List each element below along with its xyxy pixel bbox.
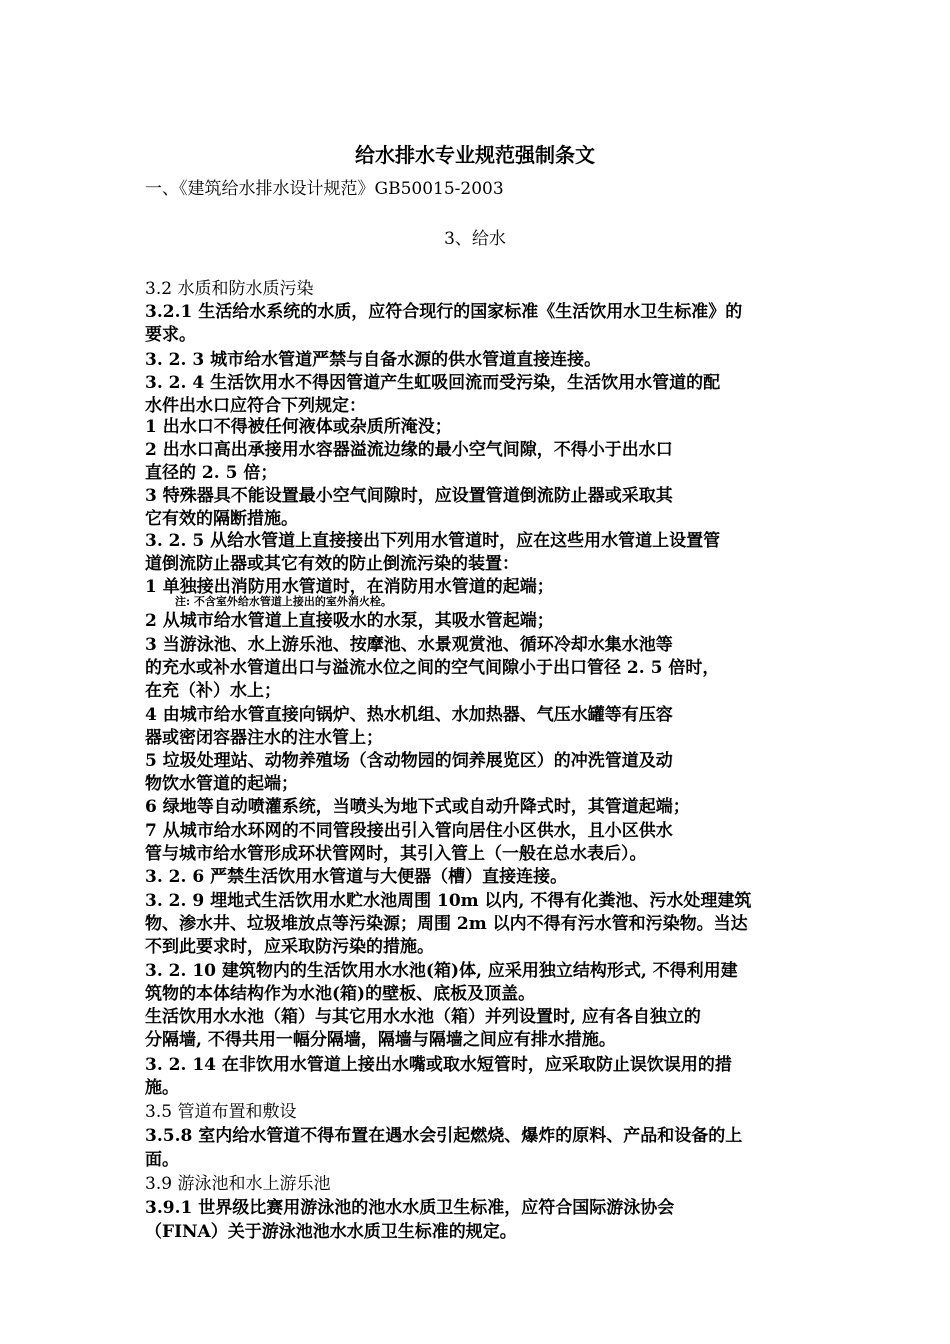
subsection-heading: 3.9 游泳池和水上游乐池	[145, 1174, 331, 1194]
clause-text: 物、渗水井、垃圾堆放点等污染源；周围 2m 以内不得有污水管和污染物。当达	[145, 914, 748, 934]
clause-item: 5 垃圾处理站、动物养殖场（含动物园的饲养展览区）的冲洗管道及动	[145, 751, 673, 771]
clause-item: 6 绿地等自动喷灌系统，当喷头为地下式或自动升降式时，其管道起端；	[145, 797, 690, 817]
clause-text: 器或密闭容器注水的注水管上；	[145, 728, 383, 748]
clause-text: 3. 2. 5 从给水管道上直接接出下列用水管道时，应在这些用水管道上设置管	[145, 531, 721, 551]
subsection-heading: 3.2 水质和防水质污染	[145, 279, 314, 299]
clause-text: 3. 2. 4 生活饮用水不得因管道产生虹吸回流而受污染，生活饮用水管道的配	[145, 373, 721, 393]
clause-text: 管与城市给水管形成环状管网时，其引入管上（一般在总水表后）。	[145, 844, 647, 864]
clause-text: 直径的 2. 5 倍；	[145, 463, 278, 483]
clause-item: 在充（补）水上；	[145, 681, 281, 701]
clause-text: 3. 2. 6 严禁生活饮用水管道与大便器（槽）直接连接。	[145, 867, 568, 887]
clause-item: 2 从城市给水管道上直接吸水的水泵，其吸水管起端；	[145, 611, 554, 631]
clause-text: 生活饮用水水池（箱）与其它用水水池（箱）并列设置时, 应有各自独立的	[145, 1007, 701, 1027]
clause-item: 3 特殊器具不能设置最小空气间隙时，应设置管道倒流防止器或采取其	[145, 486, 673, 506]
clause-text: 分隔墙, 不得共用一幅分隔墙，隔墙与隔墙之间应有排水措施。	[145, 1030, 616, 1050]
clause-text: 3. 2. 3 城市给水管道严禁与自备水源的供水管道直接连接。	[145, 350, 602, 370]
document-title: 给水排水专业规范强制条文	[355, 143, 595, 167]
clause-text: 要求。	[145, 325, 196, 345]
section-heading: 一、《建筑给水排水设计规范》GB50015-2003	[145, 179, 504, 199]
clause-item: 4 由城市给水管直接向锅炉、热水机组、水加热器、气压水罐等有压容	[145, 705, 673, 725]
clause-text: 筑物的本体结构作为水池(箱)的壁板、底板及顶盖。	[145, 984, 536, 1004]
clause-item: 1 出水口不得被任何液体或杂质所淹没；	[145, 417, 452, 437]
clause-text: 不到此要求时，应采取防污染的措施。	[145, 937, 434, 957]
clause-text: 3. 2. 10 建筑物内的生活饮用水水池(箱)体, 应采用独立结构形式, 不得利用建	[145, 961, 738, 981]
clause-item: 2 出水口高出承接用水容器溢流边缘的最小空气间隙，不得小于出水口	[145, 440, 673, 460]
note-text: 注: 不含室外给水管道上接出的室外消火栓。	[175, 595, 392, 608]
clause-text: 物饮水管道的起端；	[145, 774, 298, 794]
clause-item: 3 当游泳池、水上游乐池、按摩池、水景观赏池、循环冷却水集水池等	[145, 635, 673, 655]
clause-item: 7 从城市给水环网的不同管段接出引入管向居住小区供水，且小区供水	[145, 821, 673, 841]
clause-text: 3. 2. 9 埋地式生活饮用水贮水池周围 10m 以内, 不得有化粪池、污水处理建筑	[145, 891, 752, 911]
clause-text: 3. 2. 14 在非饮用水管道上接出水嘴或取水短管时，应采取防止误饮误用的措	[145, 1055, 732, 1075]
clause-text: 面。	[145, 1150, 179, 1170]
clause-text: 3.2.1 生活给水系统的水质，应符合现行的国家标准《生活饮用水卫生标准》的	[145, 302, 743, 322]
clause-text: （FINA）关于游泳池池水水质卫生标准的规定。	[145, 1222, 517, 1242]
clause-item: 的充水或补水管道出口与溢流水位之间的空气间隙小于出口管径 2. 5 倍时，	[145, 658, 720, 678]
chapter-heading: 3、给水	[444, 229, 506, 249]
subsection-heading: 3.5 管道布置和敷设	[145, 1102, 297, 1122]
clause-item: 1 单独接出消防用水管道时，在消防用水管道的起端；	[145, 577, 554, 597]
clause-text: 道倒流防止器或其它有效的防止倒流污染的装置：	[145, 554, 519, 574]
clause-text: 它有效的隔断措施。	[145, 509, 298, 529]
clause-text: 水件出水口应符合下列规定：	[145, 396, 366, 416]
clause-text: 施。	[145, 1078, 179, 1098]
clause-text: 3.9.1 世界级比赛用游泳池的池水水质卫生标准，应符合国际游泳协会	[145, 1198, 675, 1218]
clause-text: 3.5.8 室内给水管道不得布置在遇水会引起燃烧、爆炸的原料、产品和设备的上	[145, 1126, 743, 1146]
